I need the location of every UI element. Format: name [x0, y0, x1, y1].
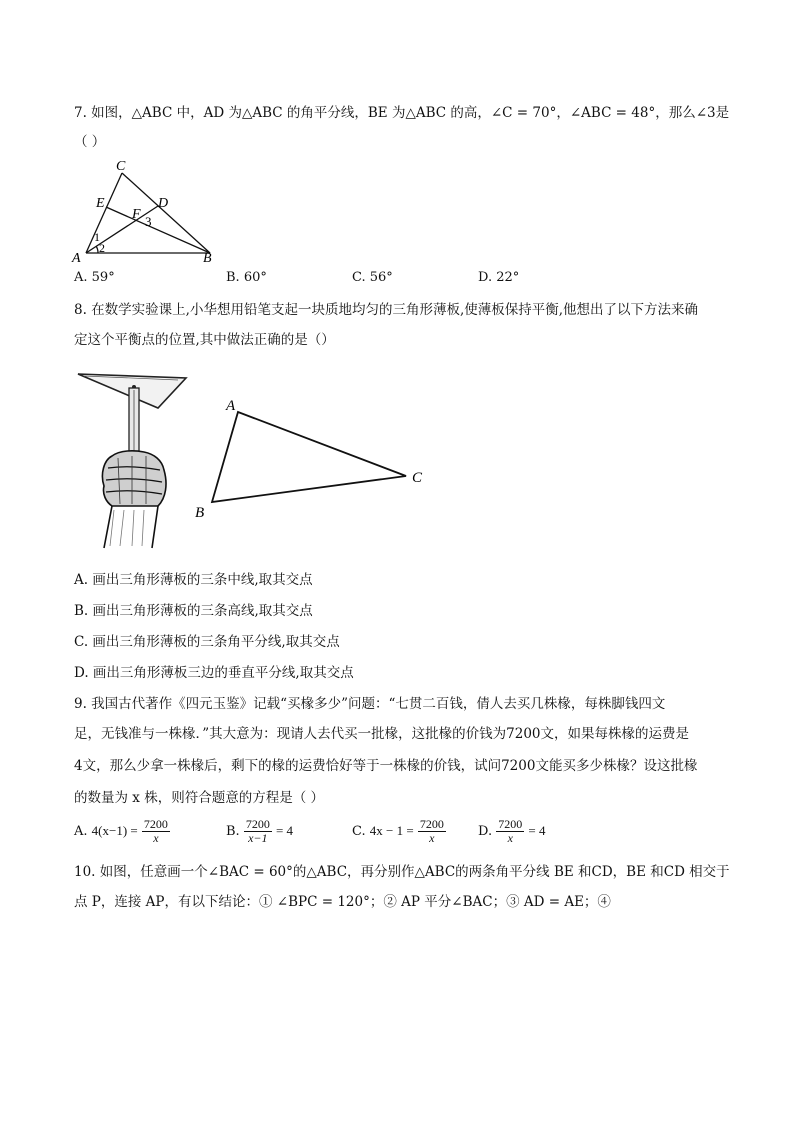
- q7-triangle-figure: [70, 155, 230, 265]
- q10-stem-line2: 点 P，连接 AP，有以下结论：① ∠BPC = 120°；② AP 平分∠BAC；③ AD = AE；④: [74, 894, 611, 910]
- label-3: 3: [145, 214, 152, 229]
- q10-stem-line1: 10. 如图，任意画一个∠BAC = 60°的△ABC，再分别作△ABC的两条角平分线 BE 和CD，BE 和CD 相交于: [74, 864, 730, 880]
- label-c: C: [116, 159, 126, 174]
- angle-arc: [96, 246, 98, 253]
- q9-stem-line4: 的数量为 x 株，则符合题意的方程是（ ）: [74, 790, 324, 806]
- q8-option-d: D. 画出三角形薄板三边的垂直平分线,取其交点: [74, 665, 354, 681]
- q9-option-d: D. $\frac{7200}{x}$ = 4: [478, 817, 546, 845]
- q8-option-b: B. 画出三角形薄板的三条高线,取其交点: [74, 603, 313, 619]
- label-2: 2: [99, 241, 105, 255]
- q9-option-a: A. 4(x−1) = $\frac{7200}{x}$: [74, 817, 168, 845]
- q9-option-c: C. 4x − 1 = $\frac{7200}{x}$: [352, 817, 444, 845]
- label-b: B: [195, 505, 205, 521]
- q7-option-c: C. 56°: [352, 270, 393, 285]
- q8-hand-pencil-illustration: [74, 370, 194, 550]
- label-f: F: [132, 207, 141, 222]
- label-a: A: [72, 251, 81, 265]
- q8-triangle-figure: [190, 390, 440, 525]
- q7-option-b: B. 60°: [226, 270, 267, 285]
- q8-option-c: C. 画出三角形薄板的三条角平分线,取其交点: [74, 634, 340, 650]
- label-b: B: [203, 251, 212, 265]
- label-1: 1: [94, 230, 100, 244]
- label-a: A: [226, 398, 236, 414]
- q7-option-d: D. 22°: [478, 270, 520, 285]
- q7-stem-line1: 7. 如图，△ABC 中，AD 为△ABC 的角平分线，BE 为△ABC 的高，∠C = 70°，∠ABC = 48°，那么∠3是: [74, 105, 730, 121]
- q9-stem-line2: 足，无钱准与一株椽．”其大意为：现请人去代买一批椽，这批椽的价钱为7200文，如果每株椽的运费是: [74, 726, 690, 742]
- q9-option-b: B. $\frac{7200}{x-1}$ = 4: [226, 817, 294, 845]
- label-e: E: [96, 196, 105, 211]
- q7-stem-line2: （ ）: [74, 134, 106, 150]
- q8-stem-line1: 8. 在数学实验课上,小华想用铅笔支起一块质地均匀的三角形薄板,使薄板保持平衡,他想出了以下方法来确: [74, 302, 699, 318]
- q8-stem-line2: 定这个平衡点的位置,其中做法正确的是（）: [74, 332, 335, 348]
- label-d: D: [158, 196, 169, 211]
- q7-option-a: A. 59°: [74, 270, 115, 285]
- q9-stem-line3: 4文，那么少拿一株椽后，剩下的椽的运费恰好等于一株椽的价钱，试问7200文能买多少株椽？设这批椽: [74, 758, 698, 774]
- label-c: C: [412, 470, 423, 486]
- q9-stem-line1: 9. 我国古代著作《四元玉鉴》记载“买椽多少”问题：“七贯二百钱，倩人去买几株椽，每株脚钱四文: [74, 696, 666, 712]
- q8-option-a: A. 画出三角形薄板的三条中线,取其交点: [74, 572, 313, 588]
